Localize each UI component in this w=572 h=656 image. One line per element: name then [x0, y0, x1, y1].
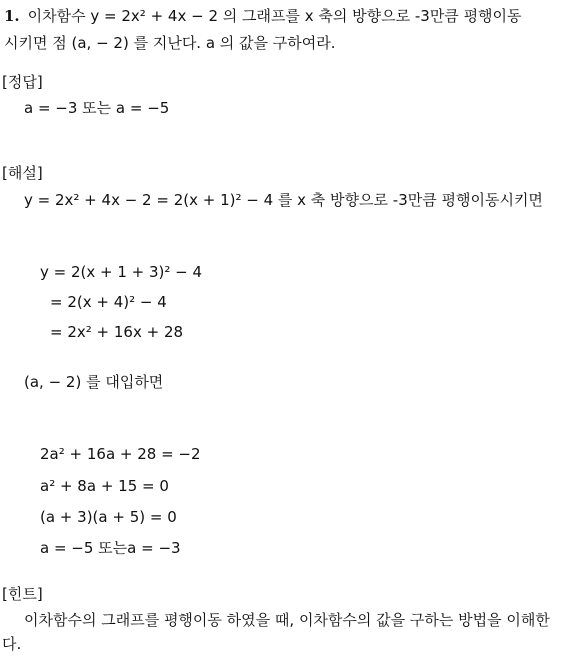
explanation-step-1: y = 2(x + 1 + 3)² − 4 — [40, 263, 203, 281]
explanation-eq-3: (a + 3)(a + 5) = 0 — [40, 508, 177, 526]
question-line-2: 시키면 점 (a, − 2) 를 지난다. a 의 값을 구하여라. — [4, 34, 336, 52]
explanation-eq-1: 2a² + 16a + 28 = −2 — [40, 445, 201, 463]
answer-text: a = −3 또는 a = −5 — [24, 99, 170, 117]
explanation-eq-4: a = −5 또는a = −3 — [40, 539, 181, 557]
hint-text: 이차함수의 그래프를 평행이동 하였을 때, 이차함수의 값을 구하는 방법을 이해한다. — [2, 611, 550, 653]
explanation-step-3: = 2x² + 16x + 28 — [50, 323, 184, 341]
explanation-substitute: (a, − 2) 를 대입하면 — [24, 373, 164, 391]
answer-label: [정답] — [2, 73, 43, 91]
explanation-step-2: = 2(x + 4)² − 4 — [50, 293, 167, 311]
explanation-eq-2: a² + 8a + 15 = 0 — [40, 477, 169, 495]
question-text-1: 이차함수 y = 2x² + 4x − 2 의 그래프를 x 축의 방향으로 -3만큼 평행이동 — [27, 7, 522, 25]
question-line-1 — [4, 6, 522, 26]
explanation-line-1: y = 2x² + 4x − 2 = 2(x + 1)² − 4 를 x 축 방향으로 -3만큼 평행이동시키면 — [24, 191, 543, 209]
explanation-label: [해설] — [2, 164, 43, 182]
question-number: 1. — [4, 7, 20, 25]
hint-label: [힌트] — [2, 585, 43, 603]
